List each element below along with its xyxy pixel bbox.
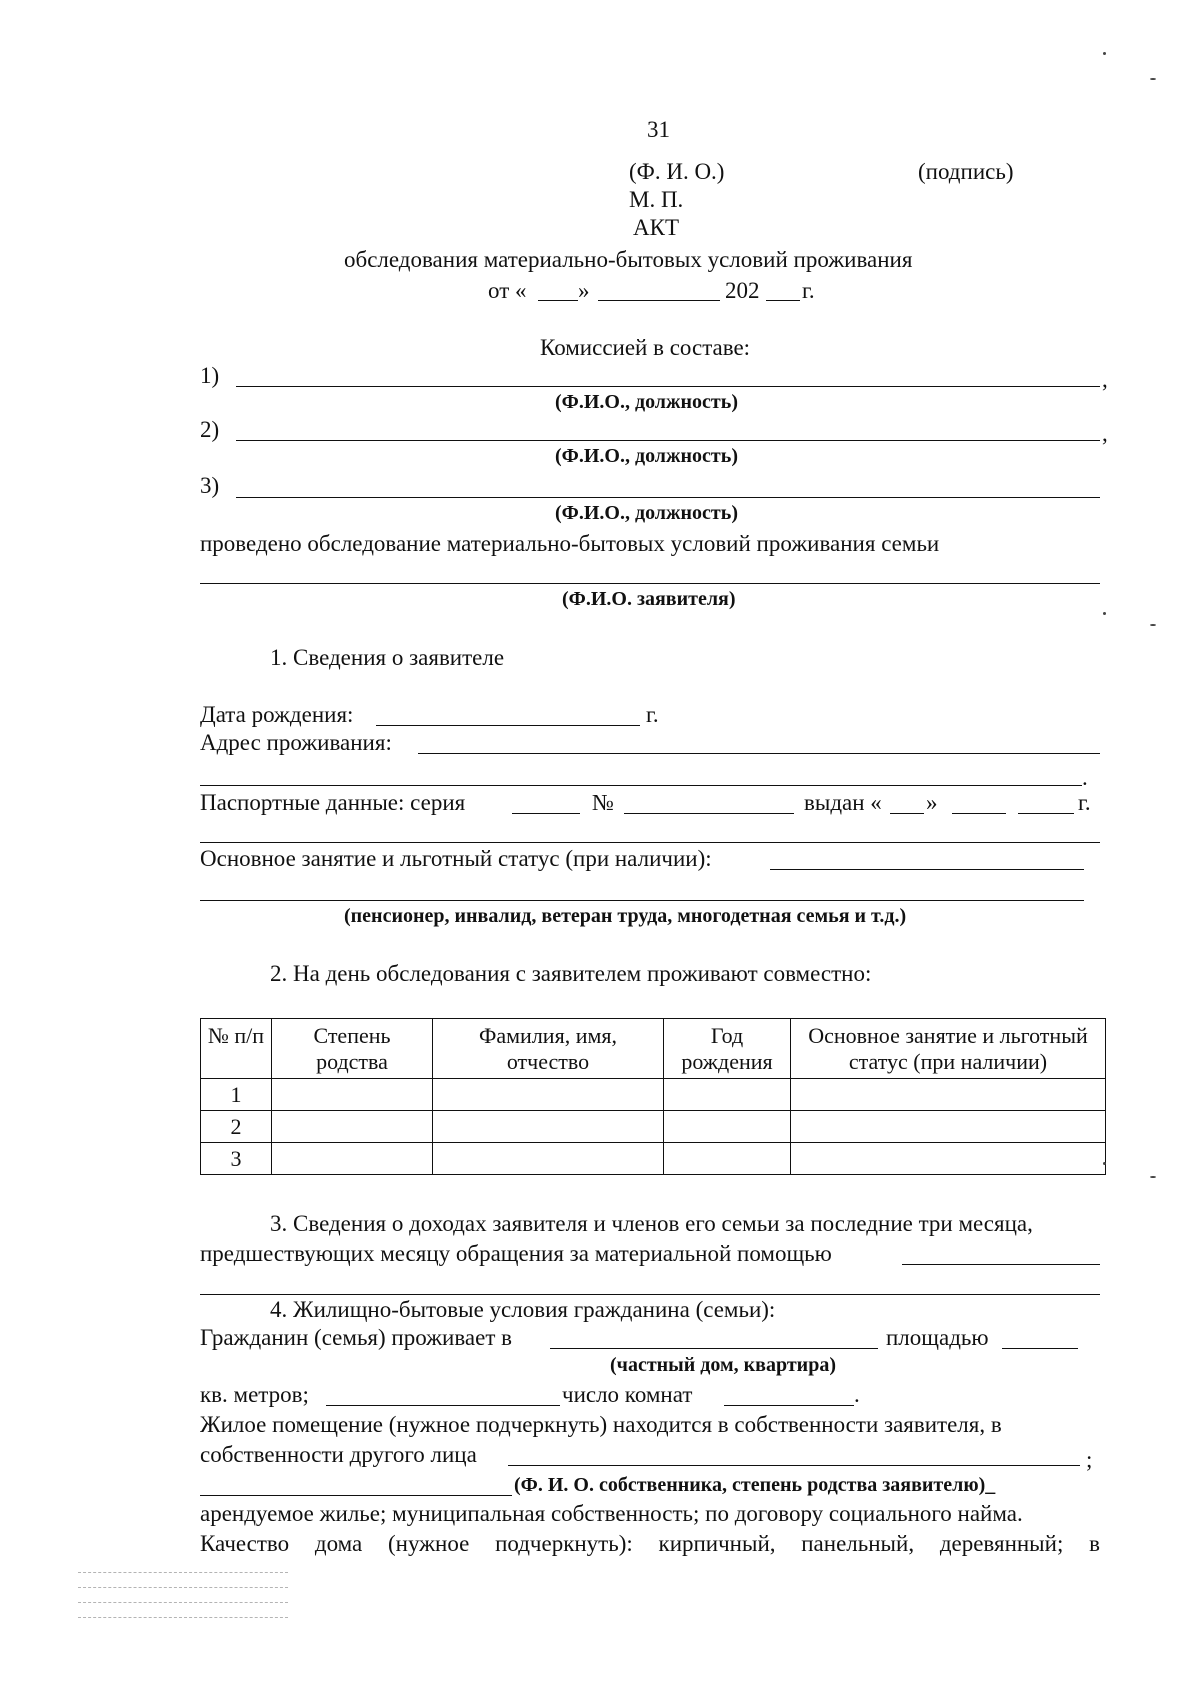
passport-issued-year-field[interactable] — [1018, 813, 1074, 814]
section3-line1: 3. Сведения о доходах заявителя и членов его семьи за последние три месяца, — [270, 1211, 1033, 1236]
header-text: Основное занятие и льготный — [808, 1023, 1088, 1049]
occupation-label: Основное занятие и льготный статус (при наличии): — [200, 846, 712, 871]
table-cell[interactable] — [272, 1111, 433, 1143]
section4-heading: 4. Жилищно-бытовые условия гражданина (семьи): — [270, 1297, 776, 1322]
scan-speck — [1150, 78, 1156, 80]
header-relation — [272, 1019, 433, 1079]
document-subtitle: обследования материально-бытовых условий проживания — [344, 247, 913, 272]
area-label: площадью — [886, 1325, 989, 1350]
section3-line2: предшествующих месяцу обращения за материальной помощью — [200, 1241, 832, 1266]
rooms-label: число комнат — [562, 1382, 693, 1407]
area-field[interactable] — [1002, 1348, 1078, 1349]
other-owner-label: собственности другого лица — [200, 1442, 477, 1467]
section2-heading: 2. На день обследования с заявителем проживают совместно: — [270, 961, 872, 986]
header-text: № п/п — [207, 1023, 265, 1048]
header-occupation — [791, 1019, 1106, 1079]
page-number: 31 — [647, 117, 670, 142]
scan-speck — [1103, 52, 1106, 55]
quality-word: дома — [314, 1531, 363, 1556]
comma: , — [1102, 367, 1108, 392]
table-header-row — [201, 1019, 1106, 1079]
ownership-line: Жилое помещение (нужное подчеркнуть) находится в собственности заявителя, в — [200, 1412, 1002, 1437]
scan-speck — [1150, 624, 1156, 626]
address-label: Адрес проживания: — [200, 730, 392, 755]
header-text: Фамилия, имя, — [478, 1023, 618, 1049]
other-owner-field[interactable] — [508, 1465, 1080, 1466]
commission-member-1-caption: (Ф.И.О., должность) — [555, 391, 738, 413]
row-number: 2 — [201, 1111, 272, 1143]
table-cell[interactable] — [791, 1111, 1106, 1143]
occupation-field-continued[interactable] — [200, 900, 1084, 901]
scan-speck — [1103, 1162, 1106, 1165]
passport-number-field[interactable] — [624, 813, 794, 814]
table-cell[interactable] — [272, 1143, 433, 1175]
rooms-period: . — [854, 1382, 860, 1407]
passport-issuer-field[interactable] — [200, 842, 1100, 843]
faint-stamp — [78, 1572, 288, 1652]
commission-member-2-caption: (Ф.И.О., должность) — [555, 445, 738, 467]
scan-speck — [1150, 1176, 1156, 1178]
header-text: Степень — [313, 1023, 391, 1049]
header-text: родства — [316, 1048, 388, 1074]
table-row — [201, 1143, 1106, 1175]
housing-type-field[interactable] — [550, 1348, 878, 1349]
commission-item-2: 2) — [200, 417, 220, 442]
passport-number-sign: № — [592, 790, 614, 815]
survey-text: проведено обследование материально-бытовых условий проживания семьи — [200, 531, 940, 556]
sq-m-field[interactable] — [326, 1405, 560, 1406]
date-from-label: от « — [488, 278, 527, 303]
lives-in-label: Гражданин (семья) проживает в — [200, 1325, 512, 1350]
date-year-suffix: г. — [802, 278, 815, 303]
header-text: Год — [710, 1023, 744, 1049]
family-members-table — [200, 1018, 1106, 1175]
table-cell[interactable] — [791, 1079, 1106, 1111]
income-field-continued[interactable] — [200, 1294, 1100, 1295]
passport-label: Паспортные данные: серия — [200, 790, 466, 815]
date-month-field[interactable] — [598, 300, 720, 301]
comma: , — [1102, 421, 1108, 446]
applicant-caption: (Ф.И.О. заявителя) — [562, 588, 736, 610]
row-number: 1 — [201, 1079, 272, 1111]
income-field[interactable] — [902, 1264, 1100, 1265]
passport-series-field[interactable] — [512, 813, 580, 814]
table-row — [201, 1079, 1106, 1111]
date-year-prefix: 202 — [725, 278, 760, 303]
commission-member-3-caption: (Ф.И.О., должность) — [555, 502, 738, 524]
birth-date-field[interactable] — [376, 725, 640, 726]
quality-word: (нужное — [387, 1531, 470, 1556]
table-row — [201, 1111, 1106, 1143]
rent-line: арендуемое жилье; муниципальная собственность; по договору социального найма. — [200, 1501, 1023, 1526]
table-cell[interactable] — [791, 1143, 1106, 1175]
other-owner-semicolon: ; — [1086, 1447, 1093, 1472]
scan-speck — [1103, 612, 1106, 615]
date-quote-close: » — [578, 278, 590, 303]
occupation-caption: (пенсионер, инвалид, ветеран труда, многодетная семья и т.д.) — [344, 905, 907, 927]
table-cell[interactable] — [433, 1079, 664, 1111]
address-field-continued[interactable] — [200, 785, 1082, 786]
table-cell[interactable] — [664, 1079, 791, 1111]
table-cell[interactable] — [664, 1143, 791, 1175]
quality-word: подчеркнуть): — [495, 1531, 633, 1556]
header-text: отчество — [506, 1048, 590, 1074]
date-year-field[interactable] — [766, 300, 800, 301]
header-number — [201, 1019, 272, 1079]
row-number: 3 — [201, 1143, 272, 1175]
commission-member-1-field[interactable] — [236, 386, 1100, 387]
commission-item-3: 3) — [200, 473, 220, 498]
header-text: статус (при наличии) — [848, 1048, 1048, 1074]
birth-date-suffix: г. — [646, 702, 659, 727]
commission-member-3-field[interactable] — [236, 497, 1100, 498]
quality-option-brick[interactable]: кирпичный, — [658, 1531, 776, 1556]
table-cell[interactable] — [433, 1111, 664, 1143]
sq-m-label: кв. метров; — [200, 1382, 309, 1407]
quality-word: в — [1089, 1531, 1100, 1556]
house-quality-line — [200, 1532, 1100, 1555]
passport-issued-quote: » — [926, 790, 938, 815]
owner-name-field[interactable] — [200, 1495, 512, 1496]
owner-caption: (Ф. И. О. собственника, степень родства заявителю)_ — [514, 1474, 996, 1496]
stamp-place-label: М. П. — [629, 187, 684, 212]
fio-caption: (Ф. И. О.) — [629, 159, 725, 184]
quality-word: Качество — [200, 1531, 290, 1556]
commission-member-2-field[interactable] — [236, 440, 1100, 441]
header-birth-year — [664, 1019, 791, 1079]
quality-option-panel[interactable]: панельный, — [801, 1531, 915, 1556]
section1-heading: 1. Сведения о заявителе — [270, 645, 505, 670]
commission-heading: Комиссией в составе: — [540, 335, 751, 360]
signature-caption: (подпись) — [918, 159, 1014, 184]
passport-issued-month-field[interactable] — [952, 813, 1006, 814]
table-cell[interactable] — [664, 1111, 791, 1143]
applicant-name-field[interactable] — [200, 583, 1100, 584]
header-full-name — [433, 1019, 664, 1079]
address-field[interactable] — [418, 753, 1100, 754]
commission-item-1: 1) — [200, 363, 220, 388]
housing-type-caption: (частный дом, квартира) — [610, 1354, 836, 1376]
passport-issued-suffix: г. — [1078, 790, 1091, 815]
table-cell[interactable] — [272, 1079, 433, 1111]
quality-option-wood[interactable]: деревянный; — [939, 1531, 1064, 1556]
occupation-field[interactable] — [770, 869, 1084, 870]
passport-issued-day-field[interactable] — [890, 813, 924, 814]
table-cell[interactable] — [433, 1143, 664, 1175]
birth-date-label: Дата рождения: — [200, 702, 354, 727]
rooms-field[interactable] — [724, 1405, 854, 1406]
document-title: АКТ — [633, 215, 679, 240]
passport-issued-label: выдан « — [804, 790, 882, 815]
header-text: рождения — [681, 1048, 773, 1074]
date-day-field[interactable] — [538, 300, 578, 301]
address-period: . — [1082, 765, 1088, 790]
